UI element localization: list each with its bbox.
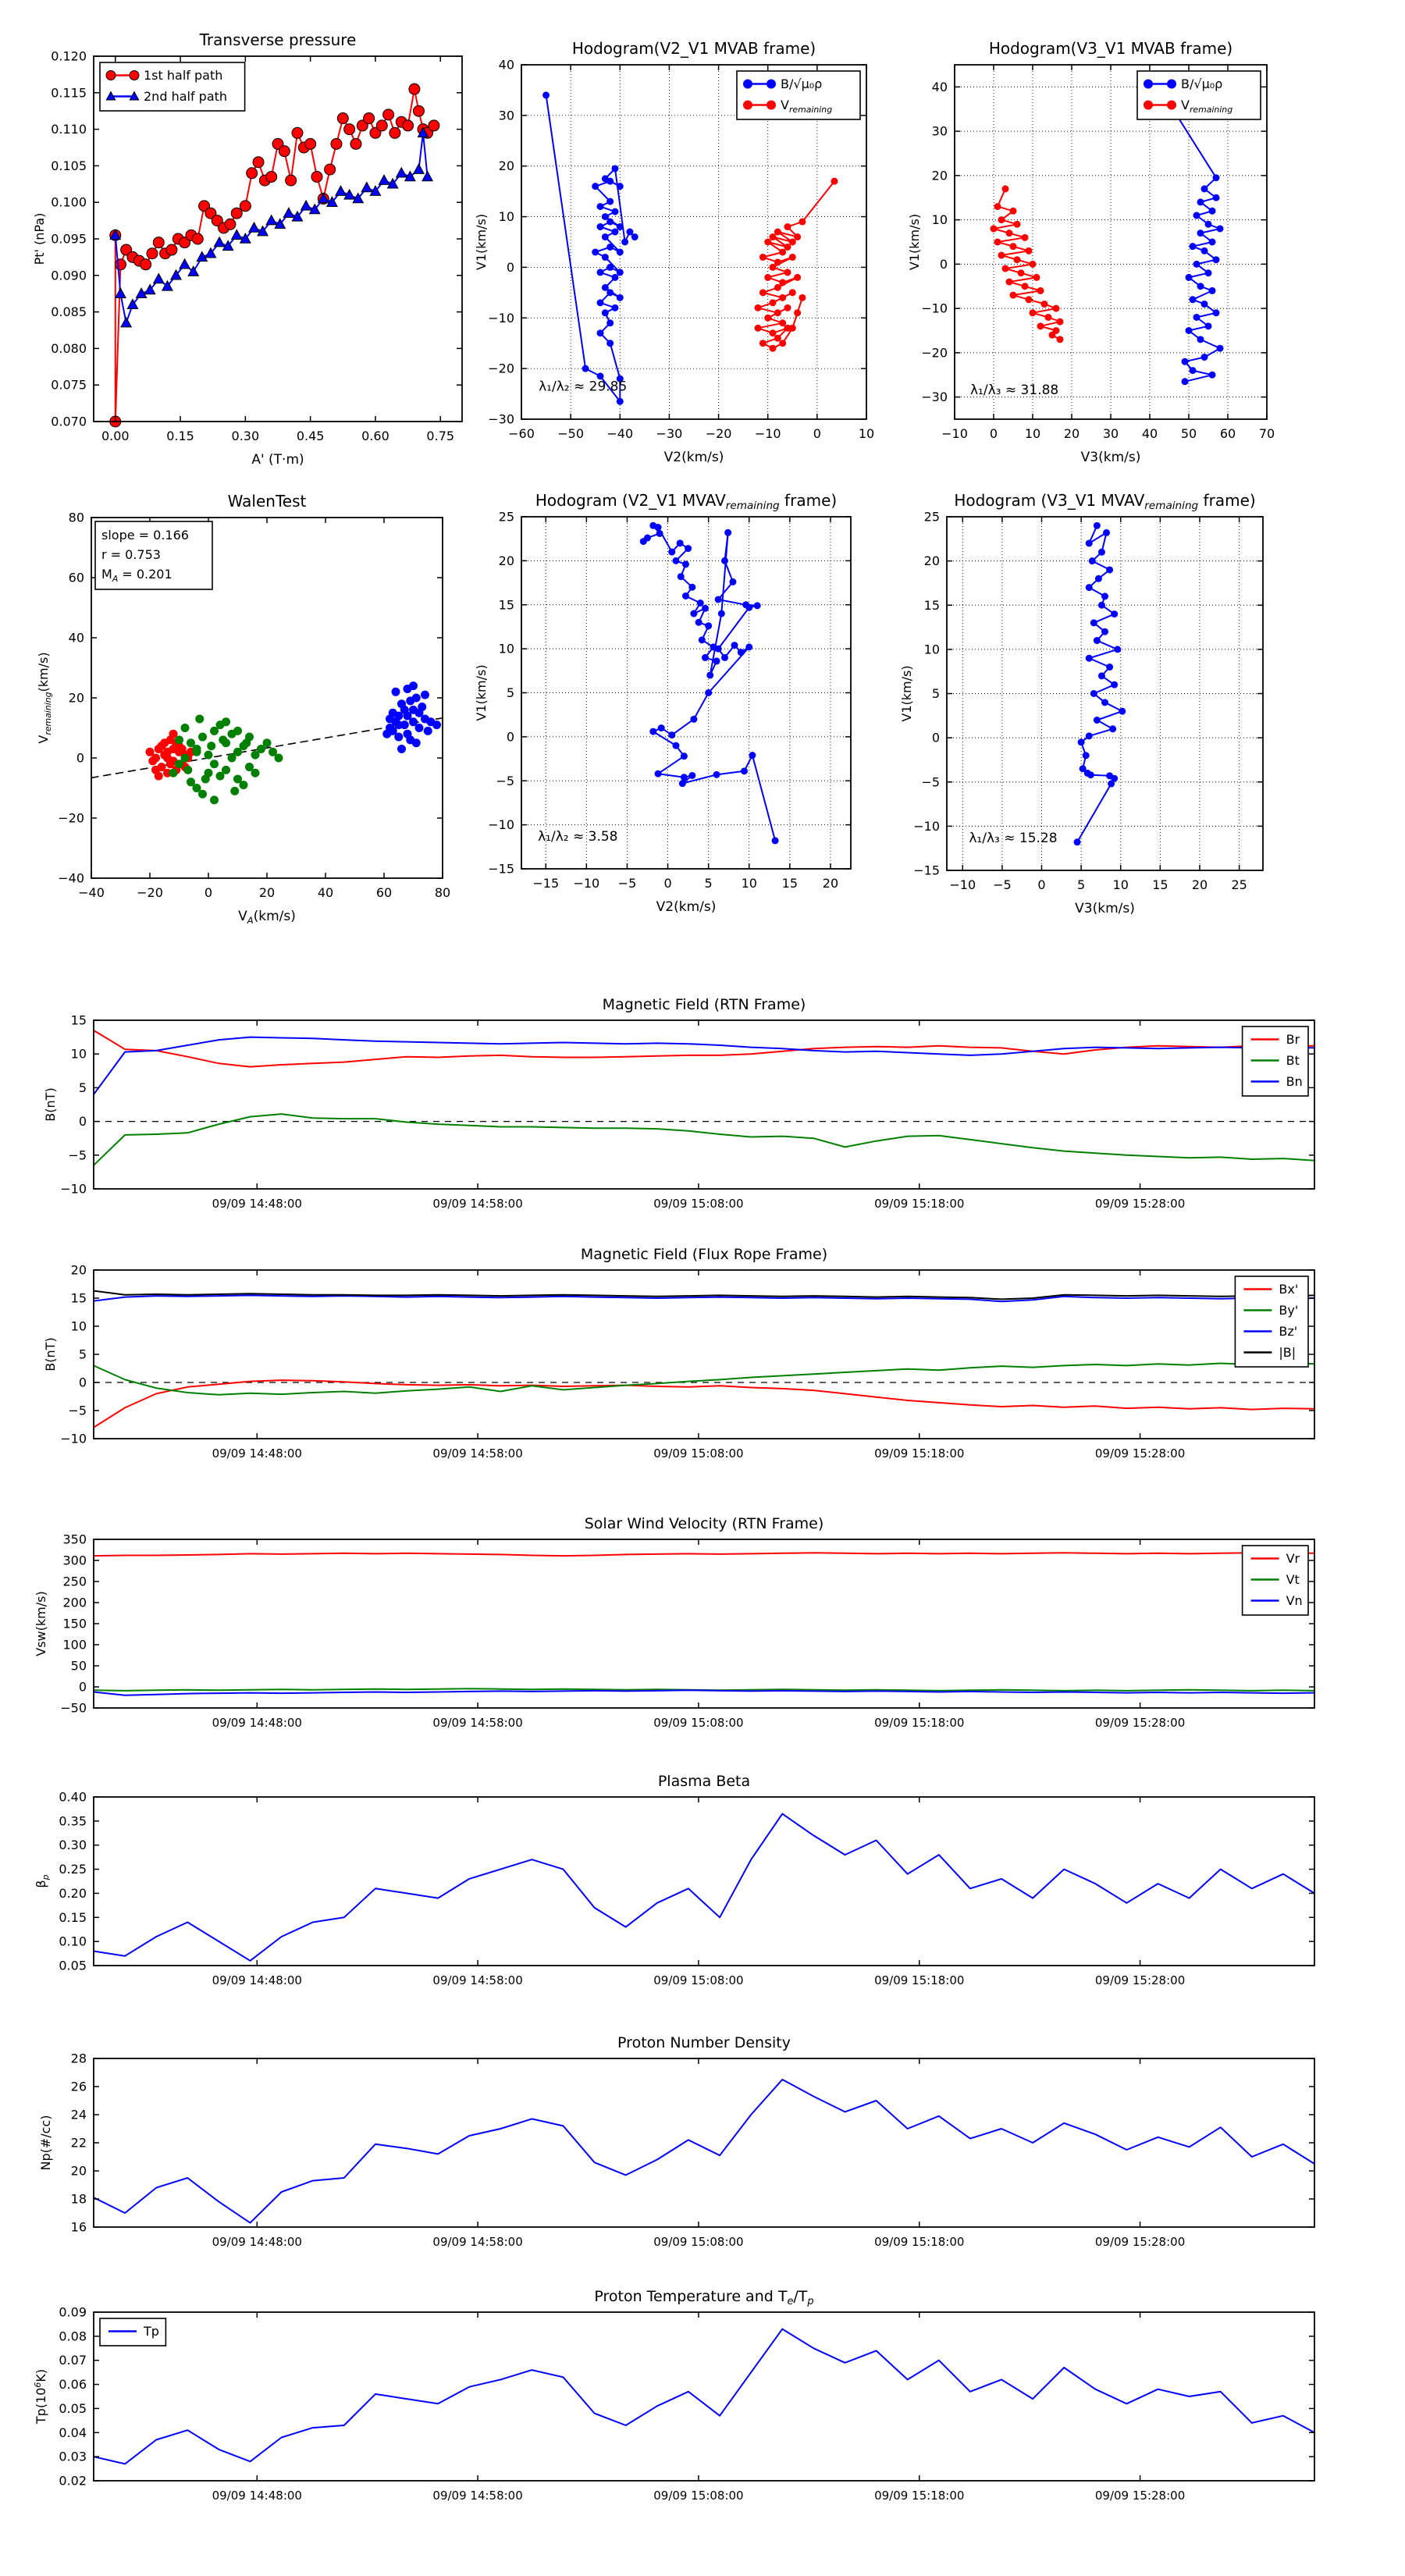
y-tick-label: −20 bbox=[921, 345, 948, 361]
panel-vsw-rtn bbox=[0, 1495, 1405, 1745]
y-tick-label: 0.07 bbox=[59, 2353, 87, 2368]
y-tick-label: 40 bbox=[68, 630, 84, 646]
x-tick-label: 09/09 14:58:00 bbox=[432, 1716, 523, 1730]
series-2nd-half-path bbox=[110, 127, 432, 327]
y-tick-label: −10 bbox=[60, 1431, 87, 1446]
y-tick-label: 0 bbox=[939, 256, 948, 272]
panel-hodogram-v2v1-mvab bbox=[468, 16, 913, 476]
x-tick-label: 09/09 14:58:00 bbox=[432, 2489, 523, 2503]
y-axis-label: $Tp(10^6K)$ bbox=[33, 2368, 48, 2425]
y-tick-label: 0 bbox=[506, 259, 514, 275]
y-tick-label: 20 bbox=[68, 690, 84, 706]
x-tick-label: 5 bbox=[1077, 877, 1086, 892]
y-axis-label: V1(km/s) bbox=[474, 213, 489, 271]
axes-frame bbox=[94, 1020, 1314, 1189]
y-tick-label: 30 bbox=[498, 108, 514, 123]
x-tick-label: 10 bbox=[1112, 877, 1129, 892]
y-tick-label: −30 bbox=[488, 411, 514, 427]
series-v-remaining-hodogram bbox=[640, 522, 779, 845]
x-tick-label: 09/09 15:28:00 bbox=[1094, 1446, 1186, 1461]
x-tick-label: 09/09 14:48:00 bbox=[212, 1973, 302, 1987]
x-tick-label: 09/09 14:58:00 bbox=[432, 1446, 523, 1461]
x-tick-label: 0.30 bbox=[231, 429, 260, 443]
y-tick-label: 0.110 bbox=[51, 122, 87, 137]
y-tick-label: 0.080 bbox=[51, 340, 87, 356]
y-tick-label: 5 bbox=[506, 685, 514, 700]
y-axis-label: V1(km/s) bbox=[899, 665, 914, 722]
panel-title: Hodogram(V2_V1 MVAB frame) bbox=[571, 39, 816, 58]
legend-label: B/√μ₀ρ bbox=[1181, 76, 1223, 91]
y-tick-label: 10 bbox=[498, 209, 514, 225]
x-tick-label: 60 bbox=[375, 885, 393, 900]
y-tick-label: 5 bbox=[931, 686, 940, 701]
axes-frame bbox=[94, 2058, 1314, 2227]
y-tick-label: 30 bbox=[931, 123, 948, 139]
x-tick-label: −15 bbox=[532, 876, 560, 891]
y-tick-label: 20 bbox=[498, 553, 514, 568]
y-tick-label: −10 bbox=[488, 310, 514, 326]
y-tick-label: −30 bbox=[921, 390, 948, 405]
legend-label: Tp bbox=[144, 2324, 159, 2339]
legend-label: Vr bbox=[1286, 1551, 1300, 1566]
panel-mag-rtn bbox=[0, 976, 1405, 1226]
legend-label: Bx' bbox=[1279, 1282, 1299, 1297]
legend bbox=[1243, 1546, 1308, 1615]
x-tick-label: 09/09 15:18:00 bbox=[874, 1446, 965, 1461]
x-tick-label: −40 bbox=[606, 426, 634, 441]
legend-label: 2nd half path bbox=[144, 89, 228, 104]
series-vr bbox=[94, 1553, 1314, 1556]
axis-ticks bbox=[913, 510, 1263, 893]
x-tick-label: 09/09 14:58:00 bbox=[432, 1197, 523, 1211]
y-tick-label: 16 bbox=[70, 2219, 87, 2235]
annotation: λ₁/λ₃ ≈ 15.28 bbox=[969, 830, 1058, 846]
x-tick-label: 50 bbox=[1180, 426, 1197, 441]
y-tick-label: 0 bbox=[78, 1375, 87, 1390]
panel-title: Plasma Beta bbox=[657, 1773, 751, 1790]
y-tick-label: 0.03 bbox=[59, 2449, 87, 2464]
y-tick-label: −10 bbox=[921, 301, 948, 316]
panel-title: Magnetic Field (Flux Rope Frame) bbox=[580, 1246, 828, 1263]
x-tick-label: 09/09 15:08:00 bbox=[653, 2235, 744, 2249]
panel-proton-temp bbox=[0, 2268, 1405, 2517]
x-tick-label: 20 bbox=[1191, 877, 1208, 892]
x-tick-label: 5 bbox=[704, 876, 713, 891]
panel-plasma-beta bbox=[0, 1752, 1405, 2002]
x-tick-label: 40 bbox=[1141, 426, 1158, 441]
y-tick-label: −10 bbox=[60, 1181, 87, 1197]
y-axis-label: Np(#/cc) bbox=[38, 2115, 53, 2171]
panel-title: Magnetic Field (RTN Frame) bbox=[602, 996, 806, 1013]
legend-label: $V_{remaining}$ bbox=[781, 98, 833, 115]
y-tick-label: 10 bbox=[923, 642, 940, 657]
y-tick-label: −15 bbox=[913, 863, 940, 878]
panel-hodogram-v2v1-mvav bbox=[468, 476, 913, 937]
x-tick-label: 09/09 15:18:00 bbox=[874, 1716, 965, 1730]
y-tick-label: 15 bbox=[70, 1290, 87, 1306]
legend bbox=[100, 62, 245, 111]
x-tick-label: −50 bbox=[557, 426, 585, 441]
y-tick-label: 200 bbox=[62, 1595, 87, 1610]
annotation: λ₁/λ₂ ≈ 29.85 bbox=[539, 379, 628, 395]
y-tick-label: −5 bbox=[921, 774, 940, 790]
y-tick-label: 20 bbox=[931, 168, 948, 183]
panel-transverse-pressure bbox=[31, 16, 500, 476]
x-tick-label: 0.00 bbox=[101, 429, 130, 443]
y-axis-label: B(nT) bbox=[43, 1087, 58, 1122]
y-tick-label: 50 bbox=[70, 1658, 87, 1674]
x-tick-label: 25 bbox=[1231, 877, 1247, 892]
y-tick-label: 5 bbox=[78, 1080, 87, 1095]
legend-label: Br bbox=[1286, 1032, 1300, 1047]
x-tick-label: 20 bbox=[822, 876, 839, 891]
x-tick-label: 09/09 15:08:00 bbox=[653, 1446, 744, 1461]
y-tick-label: 0.25 bbox=[59, 1862, 87, 1877]
x-tick-label: 60 bbox=[1219, 426, 1236, 441]
y-axis-label: B(nT) bbox=[43, 1337, 58, 1372]
panel-title: Hodogram(V3_V1 MVAB frame) bbox=[988, 39, 1233, 58]
x-axis-label: V2(km/s) bbox=[656, 899, 717, 915]
x-tick-label: 09/09 14:48:00 bbox=[212, 1716, 302, 1730]
series-1st-half-path bbox=[110, 84, 439, 427]
x-tick-label: 10 bbox=[1024, 426, 1041, 441]
x-tick-label: 40 bbox=[317, 885, 334, 900]
x-tick-label: 20 bbox=[258, 885, 276, 900]
x-tick-label: 09/09 15:18:00 bbox=[874, 1197, 965, 1211]
legend-label: Bz' bbox=[1279, 1324, 1298, 1339]
legend-label: Vt bbox=[1286, 1572, 1300, 1587]
y-tick-label: 40 bbox=[931, 79, 948, 94]
y-tick-label: 0 bbox=[931, 730, 940, 745]
x-tick-label: 10 bbox=[858, 426, 875, 441]
x-tick-label: 20 bbox=[1063, 426, 1080, 441]
stats-line: slope = 0.166 bbox=[101, 528, 189, 543]
x-tick-label: 0.15 bbox=[166, 429, 194, 443]
axes-frame bbox=[94, 2312, 1314, 2481]
y-tick-label: 26 bbox=[70, 2079, 87, 2094]
legend-label: 1st half path bbox=[144, 68, 223, 83]
series-np bbox=[94, 2080, 1314, 2223]
stats-line: $M_A = 0.201$ bbox=[101, 567, 173, 584]
y-tick-label: 300 bbox=[62, 1553, 87, 1568]
series-v-remaining bbox=[755, 178, 838, 352]
y-tick-label: −5 bbox=[68, 1147, 87, 1163]
series-green-cluster bbox=[169, 714, 283, 804]
x-tick-label: −10 bbox=[573, 876, 600, 891]
y-tick-label: 24 bbox=[70, 2107, 87, 2122]
x-tick-label: 0 bbox=[204, 885, 213, 900]
y-tick-label: 22 bbox=[70, 2135, 87, 2151]
x-tick-label: 09/09 15:28:00 bbox=[1094, 1973, 1186, 1987]
y-tick-label: 0.30 bbox=[59, 1838, 87, 1853]
panel-walen-test bbox=[31, 476, 500, 937]
panel-hodogram-v3v1-mvav bbox=[899, 476, 1405, 937]
y-tick-label: 0.095 bbox=[51, 231, 87, 247]
y-tick-label: −20 bbox=[488, 361, 514, 376]
y-axis-label: Vsw(km/s) bbox=[34, 1591, 48, 1656]
x-axis-label: V2(km/s) bbox=[663, 450, 724, 465]
series-tp bbox=[94, 2329, 1314, 2464]
x-tick-label: 80 bbox=[434, 885, 451, 900]
y-tick-label: 100 bbox=[62, 1637, 87, 1653]
axis-ticks bbox=[60, 1013, 1314, 1212]
x-tick-label: −20 bbox=[705, 426, 732, 441]
x-tick-label: 09/09 15:18:00 bbox=[874, 2489, 965, 2503]
y-tick-label: 0.08 bbox=[59, 2329, 87, 2344]
y-tick-label: −40 bbox=[58, 870, 84, 886]
series-by- bbox=[94, 1363, 1314, 1395]
y-tick-label: −10 bbox=[488, 817, 514, 833]
x-tick-label: 09/09 14:58:00 bbox=[432, 1973, 523, 1987]
y-tick-label: −50 bbox=[60, 1700, 87, 1716]
y-axis-label: $V_{remaining}(km/s)$ bbox=[36, 652, 53, 744]
legend-label: $V_{remaining}$ bbox=[1181, 98, 1233, 115]
x-tick-label: 0 bbox=[989, 426, 998, 441]
legend-label: B/√μ₀ρ bbox=[781, 76, 823, 91]
legend bbox=[737, 71, 860, 119]
y-tick-label: 20 bbox=[923, 553, 940, 569]
axes-frame bbox=[94, 1539, 1314, 1708]
x-tick-label: 09/09 15:28:00 bbox=[1094, 1197, 1186, 1211]
y-tick-label: 20 bbox=[70, 1262, 87, 1278]
y-tick-label: 15 bbox=[923, 597, 940, 613]
y-tick-label: 250 bbox=[62, 1574, 87, 1589]
axis-ticks bbox=[60, 1532, 1314, 1731]
x-tick-label: 0.60 bbox=[361, 429, 389, 443]
x-axis-label: V3(km/s) bbox=[1075, 901, 1135, 916]
x-tick-label: 09/09 14:48:00 bbox=[212, 1197, 302, 1211]
y-tick-label: −5 bbox=[496, 773, 514, 788]
x-tick-label: −10 bbox=[941, 426, 968, 441]
legend bbox=[1137, 71, 1261, 119]
y-tick-label: 0.02 bbox=[59, 2473, 87, 2489]
x-tick-label: 09/09 15:28:00 bbox=[1094, 1716, 1186, 1730]
y-tick-label: 10 bbox=[498, 641, 514, 656]
y-tick-label: 5 bbox=[78, 1347, 87, 1362]
axis-ticks bbox=[60, 1263, 1314, 1461]
panel-title: Hodogram (V3_V1 $MVAV_{remaining}$ frame) bbox=[954, 491, 1256, 512]
y-tick-label: −20 bbox=[58, 810, 84, 826]
series-beta-p bbox=[94, 1814, 1314, 1961]
x-tick-label: 09/09 15:08:00 bbox=[653, 2489, 744, 2503]
x-tick-label: 30 bbox=[1102, 426, 1119, 441]
x-tick-label: −10 bbox=[949, 877, 976, 892]
x-tick-label: −10 bbox=[754, 426, 781, 441]
y-tick-label: 25 bbox=[923, 509, 940, 525]
y-axis-label: V1(km/s) bbox=[907, 213, 922, 271]
y-tick-label: 0.120 bbox=[51, 48, 87, 64]
axes-frame bbox=[521, 517, 851, 869]
x-tick-label: 09/09 15:08:00 bbox=[653, 1716, 744, 1730]
y-tick-label: 0 bbox=[506, 729, 514, 745]
y-tick-label: 0.15 bbox=[59, 1909, 87, 1925]
panel-title: Proton Temperature and $T_e/T_p$ bbox=[594, 2288, 814, 2307]
x-tick-label: 0 bbox=[813, 426, 821, 441]
y-tick-label: 0.05 bbox=[59, 1958, 87, 1973]
x-tick-label: 09/09 14:48:00 bbox=[212, 2489, 302, 2503]
legend-label: Bt bbox=[1286, 1053, 1300, 1068]
series-b-sqrt-mu0-rho- bbox=[1174, 112, 1224, 386]
y-tick-label: 0.115 bbox=[51, 85, 87, 101]
legend-label: |B| bbox=[1279, 1345, 1297, 1360]
y-tick-label: 350 bbox=[62, 1532, 87, 1547]
y-tick-label: 80 bbox=[68, 510, 84, 525]
x-tick-label: 09/09 15:18:00 bbox=[874, 2235, 965, 2249]
y-tick-label: 20 bbox=[498, 158, 514, 174]
x-tick-label: −60 bbox=[508, 426, 535, 441]
grid bbox=[521, 517, 851, 869]
panel-title: Hodogram (V2_V1 $MVAV_{remaining}$ frame) bbox=[535, 491, 838, 512]
series-bx- bbox=[94, 1380, 1314, 1428]
y-tick-label: 0.35 bbox=[59, 1813, 87, 1829]
x-tick-label: 0 bbox=[663, 876, 672, 891]
y-axis-label: $\beta_p$ bbox=[34, 1874, 51, 1888]
x-tick-label: 0 bbox=[1037, 877, 1046, 892]
x-tick-label: 09/09 15:28:00 bbox=[1094, 2489, 1186, 2503]
x-tick-label: 09/09 15:08:00 bbox=[653, 1973, 744, 1987]
y-tick-label: 0.10 bbox=[59, 1934, 87, 1949]
y-tick-label: 10 bbox=[70, 1046, 87, 1062]
series-blue-cluster bbox=[382, 681, 441, 753]
annotation: λ₁/λ₃ ≈ 31.88 bbox=[970, 382, 1059, 399]
y-tick-label: 0.090 bbox=[51, 268, 87, 283]
y-tick-label: 0.085 bbox=[51, 304, 87, 320]
x-tick-label: −30 bbox=[656, 426, 683, 441]
stats-line: r = 0.753 bbox=[101, 547, 161, 562]
legend-label: By' bbox=[1279, 1303, 1299, 1318]
y-tick-label: −15 bbox=[488, 861, 514, 877]
y-tick-label: −10 bbox=[913, 818, 940, 834]
y-tick-label: 0.06 bbox=[59, 2377, 87, 2393]
panel-hodogram-v3v1-mvab bbox=[905, 16, 1405, 476]
y-tick-label: 15 bbox=[70, 1012, 87, 1028]
panel-title: Proton Number Density bbox=[617, 2034, 791, 2051]
y-tick-label: 0.105 bbox=[51, 158, 87, 173]
legend bbox=[1243, 1026, 1308, 1096]
annotation: λ₁/λ₂ ≈ 3.58 bbox=[538, 828, 618, 845]
y-tick-label: 0.20 bbox=[59, 1885, 87, 1901]
y-tick-label: 0.40 bbox=[59, 1789, 87, 1805]
panel-title: Transverse pressure bbox=[199, 30, 357, 49]
grid bbox=[947, 517, 1263, 870]
y-tick-label: 0.100 bbox=[51, 194, 87, 210]
y-tick-label: −5 bbox=[68, 1403, 87, 1418]
x-tick-label: −5 bbox=[617, 876, 637, 891]
y-tick-label: 25 bbox=[498, 509, 514, 525]
x-tick-label: 0.75 bbox=[426, 429, 455, 443]
x-tick-label: −20 bbox=[137, 885, 163, 900]
x-tick-label: 09/09 14:48:00 bbox=[212, 2235, 302, 2249]
x-tick-label: 09/09 15:18:00 bbox=[874, 1973, 965, 1987]
legend-label: Bn bbox=[1286, 1074, 1303, 1089]
y-tick-label: 0 bbox=[78, 1679, 87, 1695]
y-tick-label: 0.070 bbox=[51, 414, 87, 429]
legend bbox=[100, 2318, 165, 2346]
x-tick-label: 10 bbox=[741, 876, 757, 891]
y-tick-label: 18 bbox=[70, 2191, 87, 2207]
x-axis-label: A' (T·m) bbox=[251, 452, 304, 468]
x-tick-label: −5 bbox=[993, 877, 1012, 892]
y-tick-label: 0 bbox=[76, 750, 84, 766]
y-tick-label: 40 bbox=[498, 57, 514, 73]
x-tick-label: 09/09 14:48:00 bbox=[212, 1446, 302, 1461]
y-tick-label: 15 bbox=[498, 597, 514, 613]
panel-mag-fluxrope bbox=[0, 1226, 1405, 1475]
x-tick-label: 15 bbox=[781, 876, 799, 891]
y-tick-label: 28 bbox=[70, 2051, 87, 2066]
panel-proton-density bbox=[0, 2014, 1405, 2264]
panel-title: Solar Wind Velocity (RTN Frame) bbox=[584, 1515, 824, 1532]
y-axis-label: Pt' (nPa) bbox=[32, 212, 47, 265]
x-tick-label: 70 bbox=[1258, 426, 1275, 441]
x-tick-label: 15 bbox=[1152, 877, 1168, 892]
y-tick-label: 60 bbox=[68, 570, 84, 585]
x-tick-label: 09/09 14:58:00 bbox=[432, 2235, 523, 2249]
y-tick-label: 0.05 bbox=[59, 2400, 87, 2416]
y-tick-label: 0.09 bbox=[59, 2304, 87, 2320]
y-tick-label: 10 bbox=[70, 1318, 87, 1334]
y-tick-label: 0.075 bbox=[51, 377, 87, 393]
y-tick-label: 0 bbox=[78, 1114, 87, 1130]
panel-title: WalenTest bbox=[227, 492, 307, 511]
legend bbox=[1235, 1276, 1308, 1367]
x-tick-label: −40 bbox=[78, 885, 105, 900]
x-axis-label: V3(km/s) bbox=[1080, 450, 1141, 465]
y-axis-label: V1(km/s) bbox=[474, 664, 489, 721]
legend-label: Vn bbox=[1286, 1593, 1303, 1608]
stats-box bbox=[95, 521, 212, 589]
x-tick-label: 0.45 bbox=[296, 429, 325, 443]
y-tick-label: 150 bbox=[62, 1616, 87, 1631]
y-tick-label: 0.04 bbox=[59, 2425, 87, 2440]
x-tick-label: 09/09 15:08:00 bbox=[653, 1197, 744, 1211]
series-b-sqrt-mu0-rho- bbox=[542, 91, 638, 404]
x-axis-label: $V_A(km/s)$ bbox=[238, 909, 296, 926]
y-tick-label: 20 bbox=[70, 2163, 87, 2179]
x-tick-label: 09/09 15:28:00 bbox=[1094, 2235, 1186, 2249]
y-tick-label: 10 bbox=[931, 212, 948, 228]
